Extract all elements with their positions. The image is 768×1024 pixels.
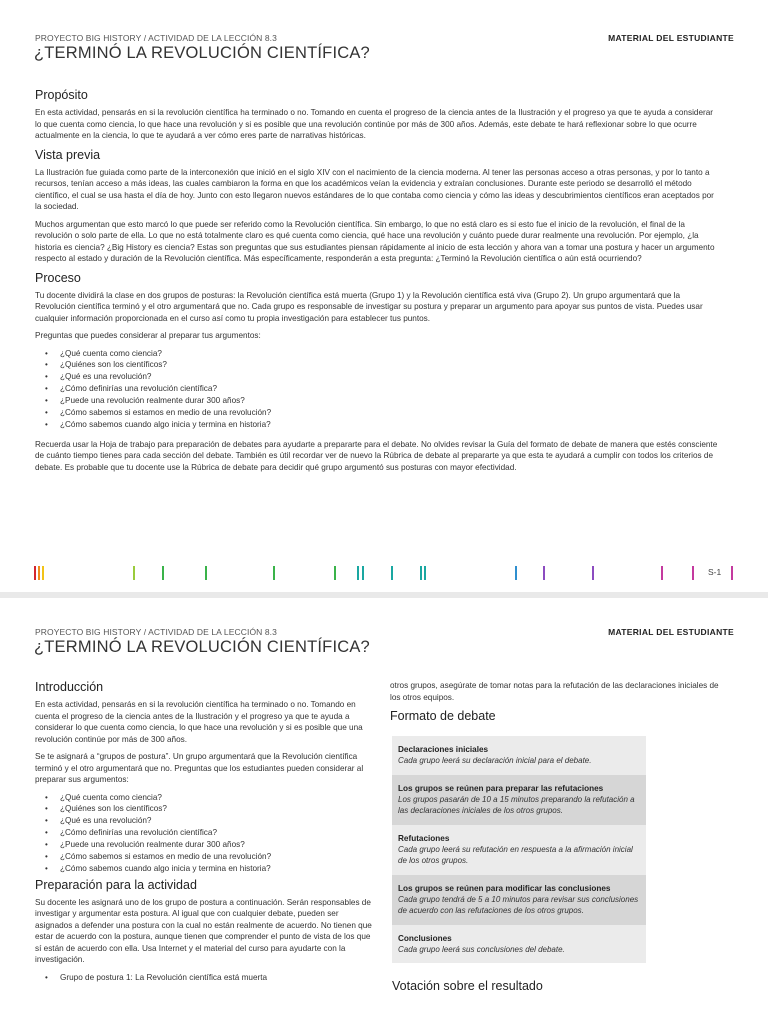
row-title: Los grupos se reúnen para modificar las conclusiones <box>398 883 611 893</box>
course-breadcrumb: PROYECTO BIG HISTORY / ACTIVIDAD DE LA LECCIÓN 8.3 <box>35 33 277 43</box>
right-column <box>390 680 730 728</box>
row-title: Declaraciones iniciales <box>398 745 489 754</box>
row-description: Cada grupo tendrá de 5 a 10 minutos para revisar sus conclusiones de acuerdo con las refutaciones de los otros grupos. <box>398 894 639 915</box>
proposito-text: En esta actividad, pensarás en si la revolución científica ha terminado o no. Tomando en cuenta el progreso de la ciencia antes de la Ilustración y el progreso ya que te ayuda a considerar lo que cuenta como ciencia, lo que hace una revolución y si es posible que una revolución continúe por más de 300 años. Además, este debate te hará reflexionar sobre lo que ocurre actualmente en la ciencia, lo que te ayudará a ver cómo eres parte de narrativas históricas. <box>35 108 714 140</box>
student-material-label: MATERIAL DEL ESTUDIANTE <box>608 33 734 43</box>
threshold-timeline <box>0 566 768 580</box>
question-list <box>35 348 719 431</box>
course-breadcrumb: PROYECTO BIG HISTORY / ACTIVIDAD DE LA LECCIÓN 8.3 <box>35 627 277 637</box>
table-row <box>392 825 646 875</box>
debate-format-table <box>392 736 646 998</box>
timeline-tick <box>391 566 393 580</box>
page-number: S-1 <box>708 567 722 577</box>
timeline-tick <box>661 566 663 580</box>
heading-vista-previa: Vista previa <box>35 147 101 162</box>
table-row <box>392 775 646 825</box>
list-item: • ¿Qué cuenta como ciencia? <box>35 792 375 804</box>
list-item: • ¿Cómo definirías una revolución científica? <box>35 827 375 839</box>
list-item: • Grupo de postura 1: La Revolución científica está muerta <box>35 972 375 984</box>
document-page-2 <box>0 598 768 1024</box>
table-row <box>392 925 646 964</box>
list-item: • ¿Quiénes son los científicos? <box>35 803 375 815</box>
preparacion-paragraph: Su docente les asignará uno de los grupo de postura a continuación. Serán responsables de investigar y argumentar esta postura. Al igual que con cualquier debate, pueden ser asignados a defender una postura con la cual no están realmente de acuerdo. No tienen que estar de acuerdo con la postura, aunque tienen que comprender el punto de vista de los que sí están de acuerdo con ella. Usa Internet y el material del curso para ayudarte con la investigación. <box>35 897 372 965</box>
page-title: ¿TERMINÓ LA REVOLUCIÓN CIENTÍFICA? <box>34 44 370 62</box>
student-material-label: MATERIAL DEL ESTUDIANTE <box>608 627 734 637</box>
list-item: • ¿Qué es una revolución? <box>35 815 375 827</box>
proceso-paragraph-1: Tu docente dividirá la clase en dos grupos de posturas: la Revolución científica está muerta (Grupo 1) y la Revolución científica está viva (Grupo 2). Un grupo argumentará que la Revolución científica terminó y el otro argumentará que no. Cada grupo es responsable de investigar su postura y preparar un argumento para apoyar sus puntos de vista. Puedes usar cualquier información proporcionada en el curso así como tu propia investigación para establecer tus puntos. <box>35 290 703 323</box>
list-item: • ¿Cómo sabemos si estamos en medio de una revolución? <box>35 407 719 419</box>
row-description: Cada grupo leerá su refutación en respuesta a la afirmación inicial de los otros grupos. <box>398 844 633 865</box>
page-title: ¿TERMINÓ LA REVOLUCIÓN CIENTÍFICA? <box>34 638 370 656</box>
timeline-tick <box>731 566 733 580</box>
timeline-tick <box>34 566 36 580</box>
left-column <box>35 680 375 992</box>
table-row <box>392 736 646 775</box>
list-item: • ¿Qué es una revolución? <box>35 371 719 383</box>
intro-paragraph-2: Se te asignará a “grupos de postura”. Un grupo argumentará que la Revolución científica terminó y el otro argumentará que no. Preguntas que los estudiantes pueden considerar al preparar sus argumentos: <box>35 752 364 784</box>
list-item: • ¿Cómo sabemos cuando algo inicia y termina en historia? <box>35 419 719 431</box>
vista-paragraph-1: La Ilustración fue guiada como parte de la interconexión que inició en el siglo XIV con el nacimiento de la ciencia moderna. Al tener las personas acceso a otras personas, y por lo tanto a recursos, tenían acceso a más ideas, las cuales cambiaron la forma en que los académicos veían la evidencia y extraían conclusiones. Durante este periodo se desarrolló el método científico, el cual se usa hasta el día de hoy. Junto con esto llegaron nuevos estándares de lo que contaba como ciencia y cómo las ideas y descubrimientos científicos eran aceptados por la sociedad. <box>35 167 714 211</box>
row-description: Cada grupo leerá sus conclusiones del debate. <box>398 944 565 954</box>
timeline-tick <box>692 566 694 580</box>
list-item: • ¿Puede una revolución realmente durar 300 años? <box>35 839 375 851</box>
group-list <box>35 972 375 984</box>
table-row <box>392 875 646 925</box>
page1-body <box>35 88 719 479</box>
timeline-tick <box>162 566 164 580</box>
heading-votacion: Votación sobre el resultado <box>392 979 543 993</box>
timeline-tick <box>424 566 426 580</box>
list-item: • ¿Cómo definirías una revolución científica? <box>35 383 719 395</box>
list-item: • ¿Qué cuenta como ciencia? <box>35 348 719 360</box>
timeline-tick <box>515 566 517 580</box>
proceso-paragraph-3: Recuerda usar la Hoja de trabajo para preparación de debates para ayudarte a prepararte para el debate. No olvides revisar la Guía del formato de debate de manera que estés consciente de cuánto tiempo tienes para cada sección del debate. También es útil recordar ver de nuevo la Rúbrica de debate al prepararte ya que esta te ayudará a cumplir con todos los criterios de debate. Es probable que tu docente use la Rúbrica de debate para decidir qué grupo argumentó sus posturas con mayor efectividad. <box>35 439 718 472</box>
heading-proceso: Proceso <box>35 270 81 285</box>
timeline-tick <box>42 566 44 580</box>
timeline-tick <box>273 566 275 580</box>
timeline-tick <box>38 566 40 580</box>
row-description: Cada grupo leerá su declaración inicial para el debate. <box>398 756 592 765</box>
heading-preparacion: Preparación para la actividad <box>35 877 197 892</box>
row-title: Los grupos se reúnen para preparar las refutaciones <box>398 783 604 793</box>
heading-formato-debate: Formato de debate <box>390 709 496 723</box>
timeline-tick <box>357 566 359 580</box>
timeline-tick <box>592 566 594 580</box>
list-item: • ¿Cómo sabemos cuando algo inicia y termina en historia? <box>35 863 375 875</box>
row-description: Los grupos pasarán de 10 a 15 minutos preparando la refutación a las declaraciones iniciales de los otros grupos. <box>398 794 635 815</box>
timeline-tick <box>334 566 336 580</box>
question-list <box>35 792 375 875</box>
row-title: Conclusiones <box>398 933 452 943</box>
list-item: • ¿Cómo sabemos si estamos en medio de una revolución? <box>35 851 375 863</box>
heading-introduccion: Introducción <box>35 680 104 694</box>
timeline-tick <box>543 566 545 580</box>
list-item: • ¿Quiénes son los científicos? <box>35 359 719 371</box>
continued-paragraph: otros grupos, asegúrate de tomar notas para la refutación de las declaraciones iniciales de los otros equipos. <box>390 681 719 702</box>
proceso-paragraph-2: Preguntas que puedes considerar al preparar tus argumentos: <box>35 331 261 340</box>
intro-paragraph-1: En esta actividad, pensarás en si la revolución científica ha terminado o no. Tomando en cuenta el progreso de la ciencia antes de la Ilustración y el progreso ya que te ayuda a considerar lo que cuenta como ciencia, lo que hace una revolución y si es posible que una revolución continúe por más de 300 años. <box>35 700 363 744</box>
timeline-tick <box>133 566 135 580</box>
timeline-tick <box>362 566 364 580</box>
list-item: • ¿Puede una revolución realmente durar 300 años? <box>35 395 719 407</box>
timeline-tick <box>205 566 207 580</box>
heading-proposito: Propósito <box>35 88 88 102</box>
row-title: Refutaciones <box>398 833 450 843</box>
vista-paragraph-2: Muchos argumentan que esto marcó lo que puede ser referido como la Revolución científica. Sin embargo, lo que no está claro es si esto fue el inicio de la revolución, el final de la revolución o solo parte de ella. Lo que no está totalmente claro es qué cuenta como ciencia, qué hace una revolución y cuánto puede durar realmente una revolución. Por ejemplo, ¿la historia es ciencia? ¿Big History es ciencia? Estas son preguntas que sus estudiantes piensan rápidamente al inicio de esta lección y ahora van a tomar una postura y hacer un argumento respecto al estado y duración de la Revolución científica. Más específicamente, responderán a esta pregunta: ¿Terminó la Revolución científica o aún está ocurriendo? <box>35 219 715 263</box>
timeline-tick <box>420 566 422 580</box>
